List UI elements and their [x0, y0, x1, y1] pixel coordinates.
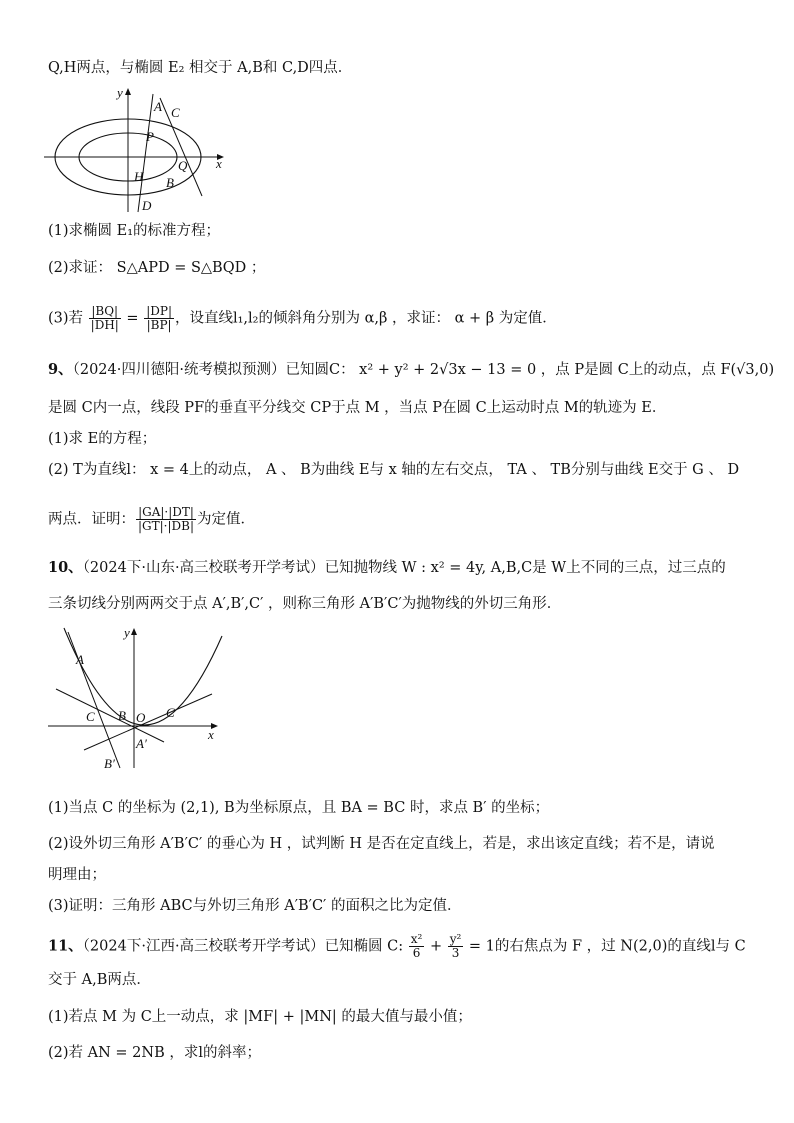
- q8-ellipse-svg: [40, 84, 230, 216]
- q8-part3-eq: =: [121, 310, 144, 327]
- tangent-at-C-left: [56, 689, 164, 742]
- label-B: B: [118, 708, 126, 723]
- tangent-at-C-right: [84, 694, 212, 750]
- frac-num: |GA|·|DT|: [136, 506, 196, 520]
- label-O: O: [136, 710, 146, 725]
- q9-part1: (1)求 E的方程；: [48, 431, 157, 447]
- label-C: C: [171, 105, 180, 120]
- label-A-prime: A′: [136, 736, 147, 751]
- q8-intro: Q,H两点，与椭圆 E₂ 相交于 A,B和 C,D四点．: [48, 60, 353, 76]
- q8-part3: [48, 305, 557, 332]
- q11-fraction-y: [448, 933, 464, 960]
- q10-line2: 三条切线分别两两交于点 A′,B′,C′ ，则称三角形 A′B′C′为抛物线的外切三角形．: [48, 596, 562, 612]
- label-y: y: [124, 625, 130, 640]
- q11-line2: 交于 A,B两点．: [48, 972, 151, 988]
- q9-fraction: [136, 506, 196, 533]
- q8-part1: (1)求椭圆 E₁的标准方程；: [48, 223, 221, 239]
- q10-stem: 已知抛物线 W : x² = 4y, A,B,C是 W上不同的三点，过三点的: [324, 560, 726, 576]
- label-A: A: [154, 99, 162, 114]
- label-x: x: [216, 156, 222, 171]
- frac-num: x²: [410, 932, 423, 946]
- q8-fraction-dp-bp: [144, 305, 174, 332]
- frac-num: y²: [449, 932, 462, 946]
- label-P: P: [146, 129, 154, 144]
- label-Q: Q: [178, 158, 188, 173]
- q10-number: 10、: [48, 559, 83, 576]
- frac-den: |DH|: [90, 318, 119, 332]
- label-C-right: C: [166, 705, 175, 720]
- q9-part2b-pre: 两点．证明：: [48, 511, 135, 528]
- label-D: D: [142, 198, 152, 213]
- q8-part3-post: ，设直线l₁,l₂的倾斜角分别为 α,β ，求证： α + β 为定值．: [174, 310, 557, 327]
- q10-part3: (3)证明：三角形 ABC与外切三角形 A′B′C′ 的面积之比为定值．: [48, 898, 462, 914]
- q8-ellipse-figure: [40, 84, 230, 216]
- frac-num: |DP|: [146, 304, 172, 318]
- q11-part1: (1)若点 M 为 C上一动点，求 |MF| + |MN| 的最大值与最小值；: [48, 1009, 472, 1025]
- label-C-left: C: [86, 709, 95, 724]
- y-axis-arrow: [125, 88, 131, 95]
- frac-num: |BQ|: [89, 305, 121, 319]
- q9-number: 9、: [48, 361, 73, 378]
- q8-part2: (2)求证： S△APD = S△BQD ；: [48, 260, 266, 276]
- q9-part2: (2) T为直线l： x = 4上的动点， A 、 B为曲线 E与 x 轴的左右交点， TA 、 TB分别与曲线 E交于 G 、 D: [48, 462, 740, 478]
- label-x: x: [208, 727, 214, 742]
- y-axis-arrow: [131, 628, 137, 635]
- q10-part2a: (2)设外切三角形 A′B′C′ 的垂心为 H ，试判断 H 是否在定直线上，若是，求出该定直线；若不是，请说: [48, 836, 715, 852]
- q11-number: 11、: [48, 937, 83, 955]
- q9-source: （2024·四川德阳·统考模拟预测）: [72, 362, 286, 378]
- q10-line1: [48, 558, 726, 578]
- q9-part2b-post: 为定值．: [197, 511, 256, 528]
- q9-line2: 是圆 C内一点，线段 PF的垂直平分线交 CP于点 M ，当点 P在圆 C上运动时点 M的轨迹为 E．: [48, 400, 667, 416]
- q10-parabola-figure: [44, 622, 224, 772]
- q9-line1: [48, 360, 774, 380]
- q11-plus: +: [425, 938, 447, 955]
- q11-line1: [48, 933, 746, 960]
- q10-part2b: 明理由；: [48, 867, 106, 883]
- q11-source: （2024下·江西·高三校联考开学考试）: [82, 938, 325, 955]
- label-B: B: [166, 175, 174, 190]
- q8-part3-pre: (3)若: [48, 310, 88, 327]
- q10-part1: (1)当点 C 的坐标为 (2,1), B为坐标原点，且 BA = BC 时，求点 B′ 的坐标；: [48, 800, 550, 816]
- q8-fraction-bq-dh: [89, 305, 121, 332]
- q10-parabola-svg: [44, 622, 224, 772]
- frac-den: |BP|: [146, 318, 172, 332]
- frac-den: 6: [412, 946, 421, 960]
- label-A: A: [76, 652, 84, 667]
- label-H: H: [134, 169, 144, 184]
- q11-stem-pre: 已知椭圆 C:: [324, 938, 408, 955]
- q11-fraction-x: [409, 933, 425, 960]
- q11-part2: (2)若 AN = 2NB ，求l的斜率；: [48, 1045, 261, 1061]
- label-B-prime: B′: [104, 756, 115, 771]
- frac-den: |GT|·|DB|: [138, 519, 195, 533]
- q11-stem-post: = 1的右焦点为 F ，过 N(2,0)的直线l与 C: [464, 938, 746, 955]
- q9-stem: 已知圆C： x² + y² + 2√3x − 13 = 0 ，点 P是圆 C上的动点，点 F(√3,0): [285, 362, 775, 378]
- q9-part2b: [48, 506, 255, 533]
- frac-den: 3: [451, 946, 460, 960]
- label-y: y: [117, 85, 123, 100]
- q10-source: （2024下·山东·高三校联考开学考试）: [82, 560, 325, 576]
